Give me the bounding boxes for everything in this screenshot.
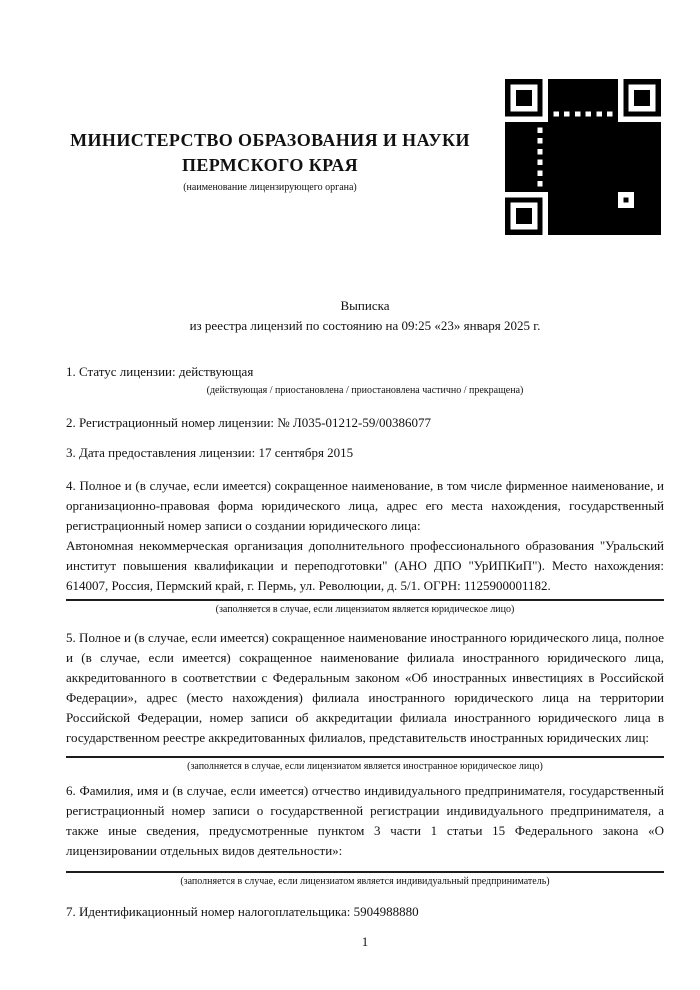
- entrepreneur-caption: (заполняется в случае, если лицензиатом является индивидуальный предприниматель): [180, 876, 550, 887]
- document-title-block: [66, 296, 664, 336]
- foreign-entity-clause-text: 5. Полное и (в случае, если имеется) сокращенное наименование иностранного юридического лица, полное и (в случае, если имеется) сокращенное наименование филиала иностранного юридического лица, аккредитованного в соответствии с Федеральным законом «Об иностранных инвестициях в Российской Федерации», адрес (место нахождения) филиала иностранного юридического лица на территории Российской Федерации, номер записи об аккредитации филиала иностранного юридического лица в государственном реестре аккредитованных филиалов, представительств иностранных юридических лиц:: [66, 630, 664, 745]
- document-title: Выписка: [340, 298, 390, 313]
- legal-entity-clause-text: 4. Полное и (в случае, если имеется) сокращенное наименование, в том числе фирменное наименование, и организационно-правовая форма юридического лица, адрес его места нахождения, государственный регистрационный номер записи о создании юридического лица:: [66, 478, 664, 533]
- license-grant-date-line: 3. Дата предоставления лицензии: 17 сентября 2015: [66, 445, 354, 460]
- license-status-caption: (действующая / приостановлена / приостановлена частично / прекращена): [206, 385, 524, 396]
- registration-number-line: 2. Регистрационный номер лицензии: № Л035-01212-59/00386077: [66, 415, 432, 430]
- authority-name-line1: МИНИСТЕРСТВО ОБРАЗОВАНИЯ И НАУКИ: [70, 130, 470, 150]
- fill-in-rule-entrepreneur: [66, 871, 664, 873]
- taxpayer-id-line: 7. Идентификационный номер налогоплательщика: 5904988880: [66, 904, 419, 919]
- document-body: [66, 0, 664, 952]
- entrepreneur-clause-text: 6. Фамилия, имя и (в случае, если имеется) отчество индивидуального предпринимателя, государственный регистрационный номер записи о государственной регистрации индивидуального предпринимателя, а также иные сведения, предусмотренные пунктом 3 части 1 статьи 15 Федерального закона «О лицензировании отдельных видов деятельности»:: [66, 783, 664, 858]
- fill-in-rule-foreign-entity: [66, 756, 664, 758]
- document-subtitle: из реестра лицензий по состоянию на 09:25 «23» января 2025 г.: [189, 318, 541, 333]
- page-number: 1: [361, 934, 369, 949]
- legal-entity-value: Автономная некоммерческая организация дополнительного профессионального образования "Уральский институт повышения квалификации и переподготовки" (АНО ДПО "УрИПКиП"). Место нахождения: 614007, Россия, Пермский край, г. Пермь, ул. Революции, д. 5/1. ОГРН: 1125900001182.: [66, 538, 664, 593]
- authority-name-line2: ПЕРМСКОГО КРАЯ: [181, 155, 359, 175]
- fill-in-rule-legal-entity: [66, 599, 664, 601]
- foreign-entity-caption: (заполняется в случае, если лицензиатом является иностранное юридическое лицо): [187, 761, 543, 772]
- authority-caption: (наименование лицензирующего органа): [183, 182, 357, 193]
- license-status-line: 1. Статус лицензии: действующая: [66, 364, 254, 379]
- legal-entity-caption: (заполняется в случае, если лицензиатом является юридическое лицо): [215, 604, 515, 615]
